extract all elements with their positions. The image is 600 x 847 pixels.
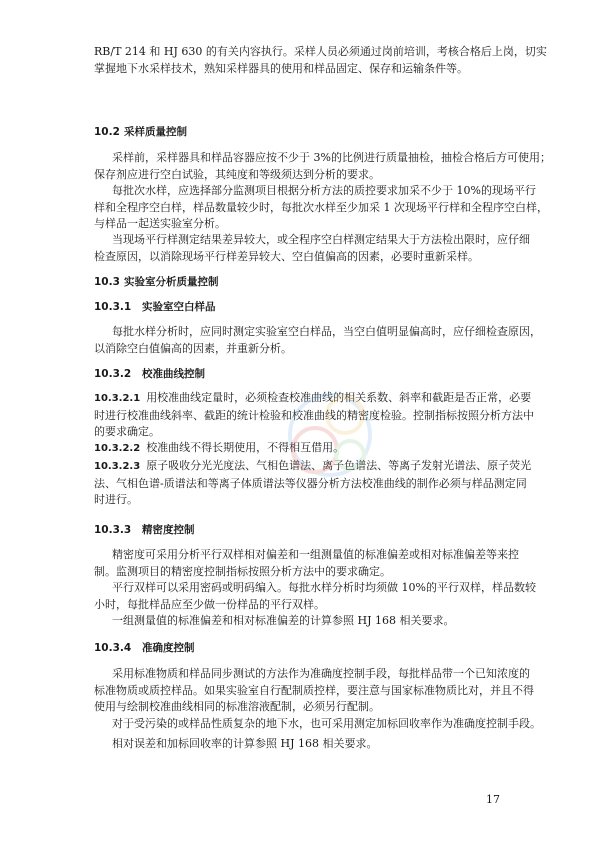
- section-10-3-2-2-item: 10.3.2.2 校准曲线不得长期使用，不得相互借用。: [94, 441, 345, 454]
- section-10-3-3-heading: 10.3.3 精密度控制: [94, 524, 195, 536]
- section-10-2-heading: 10.2 采样质量控制: [94, 126, 187, 138]
- section-10-3-2-1-item: 10.3.2.1 用校准曲线定量时，必须检查校准曲线的相关系数、斜率和截距是否正常，必要 时进行校准曲线斜率、截距的统计检验和校准曲线的精密度检验。控制指标按照分析方法中 的要求确定。: [94, 391, 534, 438]
- section-10-3-2-heading: 10.3.2 校准曲线控制: [94, 368, 205, 380]
- section-10-3-3-paragraph-2: 平行双样可以采用密码或明码编入。每批水样分析时均须做 10%的平行双样，样品数较: [112, 581, 536, 594]
- section-10-2-paragraph-3: 当现场平行样测定结果差异较大，或全程序空白样测定结果大于方法检出限时，应仔细: [112, 233, 530, 246]
- section-10-3-3-paragraph-2-cont: 小时，每批样品应至少做一份样品的平行双样。: [94, 597, 325, 611]
- section-10-3-4-paragraph-1-cont: 标准物质或质控样品。如果实验室自行配制质控样，要注意与国家标准物质比对，并且不得 使用与绘制校准曲线相同的标准溶液配制，必须另行配制。: [94, 683, 534, 713]
- page-number: 17: [486, 793, 500, 806]
- section-10-3-3-paragraph-1-cont: 制。监测项目的精密度控制指标按照分析方法中的要求确定。: [94, 564, 391, 578]
- section-10-2-paragraph-2: 每批次水样，应选择部分监测项目根据分析方法的质控要求加采不少于 10%的现场平行: [112, 184, 536, 197]
- section-10-3-2-3-item: 10.3.2.3 原子吸收分光光度法、气相色谱法、离子色谱法、等离子发射光谱法、原子荧光 法、气相色谱-质谱法和等离子体质谱法等仪器分析方法校准曲线的制作必须与样品测定同 时进行。: [94, 459, 532, 506]
- section-10-3-3-paragraph-1: 精密度可采用分析平行双样相对偏差和一组测量值的标准偏差或相对标准偏差等来控: [112, 548, 519, 561]
- section-10-3-3-paragraph-3: 一组测量值的标准偏差和相对标准偏差的计算参照 HJ 168 相关要求。: [112, 614, 455, 627]
- intro-paragraph: RB/T 214 和 HJ 630 的有关内容执行。采样人员必须通过岗前培训，考核合格后上岗，切实 掌握地下水采样技术，熟知采样器具的使用和样品固定、保存和运输条件等。: [94, 45, 547, 75]
- section-10-2-paragraph-3-cont: 检查原因，以消除现场平行样差异较大、空白值偏高的因素，必要时重新采样。: [94, 249, 479, 263]
- section-10-2-paragraph-2-cont: 样和全程序空白样，样品数量较少时，每批次水样至少加采 1 次现场平行样和全程序空白样， 与样品一起送实验室分析。: [94, 200, 548, 230]
- section-10-3-4-paragraph-3: 相对误差和加标回收率的计算参照 HJ 168 相关要求。: [112, 737, 378, 750]
- section-10-2-paragraph-1-cont: 保存剂应进行空白试验，其纯度和等级须达到分析的要求。: [94, 167, 380, 181]
- section-10-3-4-paragraph-1: 采用标准物质和样品同步测试的方法作为准确度控制手段，每批样品带一个已知浓度的: [112, 667, 530, 680]
- section-10-2-paragraph-1: 采样前，采样器具和样品容器应按不少于 3%的比例进行质量抽检，抽检合格后方可使用；: [112, 151, 551, 164]
- section-10-3-1-paragraph-cont: 以消除空白值偏高的因素，并重新分析。: [94, 341, 292, 355]
- section-10-3-4-paragraph-2: 对于受污染的或样品性质复杂的地下水，也可采用测定加标回收率作为准确度控制手段。: [112, 717, 541, 730]
- section-10-3-heading: 10.3 实验室分析质量控制: [94, 276, 219, 288]
- section-10-3-1-paragraph: 每批水样分析时，应同时测定实验室空白样品，当空白值明显偏高时，应仔细检查原因，: [112, 325, 541, 338]
- section-10-3-1-heading: 10.3.1 实验室空白样品: [94, 301, 216, 313]
- section-10-3-4-heading: 10.3.4 准确度控制: [94, 642, 195, 654]
